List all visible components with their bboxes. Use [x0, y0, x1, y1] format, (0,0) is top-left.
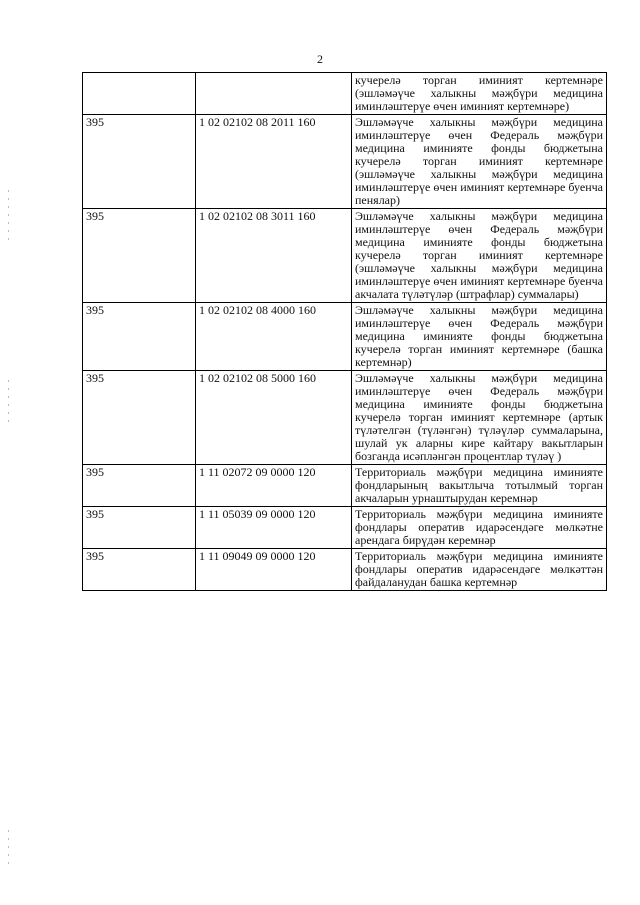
description-cell: Территориаль мәҗбүри медицина иминияте фондлары оператив идарәсендәге мөлкәтне арендага бирүдән керемнәр [352, 507, 607, 549]
description-cell: Эшләмәүче халыкны мәҗбүри медицина иминләштерүе өчен Федераль мәҗбүри медицина иминияте фонды бюджетына кучерелә торган иминият кертемнәре (башка кертемнәр) [352, 303, 607, 371]
table-row [83, 73, 607, 115]
table-row [83, 549, 607, 591]
classification-code-cell: 1 11 09049 09 0000 120 [196, 549, 352, 591]
scan-margin-marks [8, 830, 10, 870]
classification-code-cell [196, 73, 352, 115]
page-number: 2 [317, 52, 323, 66]
classification-code-cell: 1 02 02102 08 3011 160 [196, 209, 352, 303]
table-row [83, 371, 607, 465]
classification-code-cell: 1 02 02102 08 4000 160 [196, 303, 352, 371]
scan-margin-marks [8, 380, 10, 428]
classification-code-cell: 1 02 02102 08 5000 160 [196, 371, 352, 465]
table-row [83, 303, 607, 371]
table-row [83, 209, 607, 303]
classification-code-cell: 1 02 02102 08 2011 160 [196, 115, 352, 209]
description-cell: Территориаль мәҗбүри медицина иминияте фондларының вакытлыча тотылмый торган акчаларын урнаштырудан керемнәр [352, 465, 607, 507]
description-cell: Территориаль мәҗбүри медицина иминияте фондлары оператив идарәсендәге мөлкәттән файдаланудан башка кертемнәр [352, 549, 607, 591]
admin-code-cell: 395 [83, 507, 196, 549]
table-row [83, 507, 607, 549]
description-cell: кучерелә торган иминият кертемнәре (эшләмәүче халыкны мәҗбүри медицина иминләштерүе өчен иминият кертемнәре) [352, 73, 607, 115]
budget-classification-table [82, 72, 607, 591]
admin-code-cell: 395 [83, 465, 196, 507]
description-cell: Эшләмәүче халыкны мәҗбүри медицина иминләштерүе өчен Федераль мәҗбүри медицина иминияте фонды бюджетына кучерелә торган иминият кертемнәре (эшләмәүче халыкны мәҗбүри медицина иминләштерүе өчен иминият кертемнәре буенча пенялар) [352, 115, 607, 209]
admin-code-cell: 395 [83, 303, 196, 371]
table-row [83, 465, 607, 507]
table-row [83, 115, 607, 209]
admin-code-cell: 395 [83, 209, 196, 303]
classification-code-cell: 1 11 05039 09 0000 120 [196, 507, 352, 549]
admin-code-cell: 395 [83, 549, 196, 591]
classification-code-cell: 1 11 02072 09 0000 120 [196, 465, 352, 507]
admin-code-cell [83, 73, 196, 115]
admin-code-cell: 395 [83, 371, 196, 465]
admin-code-cell: 395 [83, 115, 196, 209]
scan-margin-marks [8, 190, 10, 246]
description-cell: Эшләмәүче халыкны мәҗбүри медицина иминләштерүе өчен Федераль мәҗбүри медицина иминияте фонды бюджетына кучерелә торган иминият кертемнәре (эшләмәүче халыкны мәҗбүри медицина иминләштерүе өчен иминият кертемнәре буенча акчалата түләтүләр (штрафлар) суммалары) [352, 209, 607, 303]
description-cell: Эшләмәүче халыкны мәҗбүри медицина иминләштерүе өчен Федераль мәҗбүри медицина иминияте фонды бюджетына кучерелә торган иминият кертемнәре (артык түләтелгән (түләнгән) түләүләр суммаларына, шулай ук аларны кире кайтару вакытларын бозганда исәпләнгән процентлар түләү ) [352, 371, 607, 465]
